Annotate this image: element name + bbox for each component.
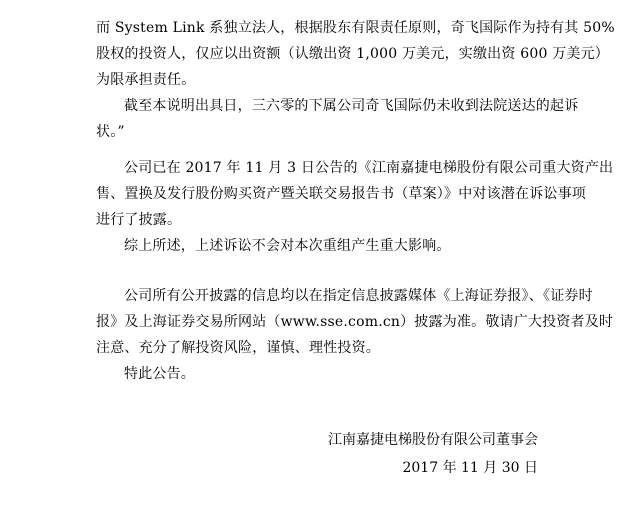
paragraph-1-line-3: 为限承担责任。 (96, 72, 196, 88)
paragraph-6-line-1: 特此公告。 (124, 366, 195, 382)
paragraph-4-line-1: 综上所述，上述诉讼不会对本次重组产生重大影响。 (124, 238, 451, 254)
signature-company: 江南嘉捷电梯股份有限公司董事会 (328, 432, 538, 448)
paragraph-5-line-3: 注意、充分了解投资风险，谨慎、理性投资。 (96, 340, 380, 356)
paragraph-3-line-1: 公司已在 2017 年 11 月 3 日公告的《江南嘉捷电梯股份有限公司重大资产出 (124, 160, 614, 176)
paragraph-5-line-2: 报》及上海证券交易所网站（www.sse.com.cn）披露为准。敬请广大投资者及时 (96, 314, 614, 330)
signature-date: 2017 年 11 月 30 日 (402, 460, 538, 476)
paragraph-3-line-2: 售、置换及发行股份购买资产暨关联交易报告书（草案）》中对该潜在诉讼事项 (96, 186, 586, 202)
paragraph-2-line-2: 状。” (96, 124, 125, 140)
paragraph-3-line-3: 进行了披露。 (96, 212, 182, 228)
paragraph-1-line-2: 股权的投资人，仅应以出资额（认缴出资 1,000 万美元，实缴出资 600 万美元） (96, 46, 609, 62)
paragraph-5-line-1: 公司所有公开披露的信息均以在指定信息披露媒体《上海证券报》、《证券时 (124, 288, 593, 304)
paragraph-2-line-1: 截至本说明出具日，三六零的下属公司奇飞国际仍未收到法院送达的起诉 (124, 98, 579, 114)
paragraph-1-line-1: 而 System Link 系独立法人，根据股东有限责任原则，奇飞国际作为持有其 50% (96, 20, 615, 36)
